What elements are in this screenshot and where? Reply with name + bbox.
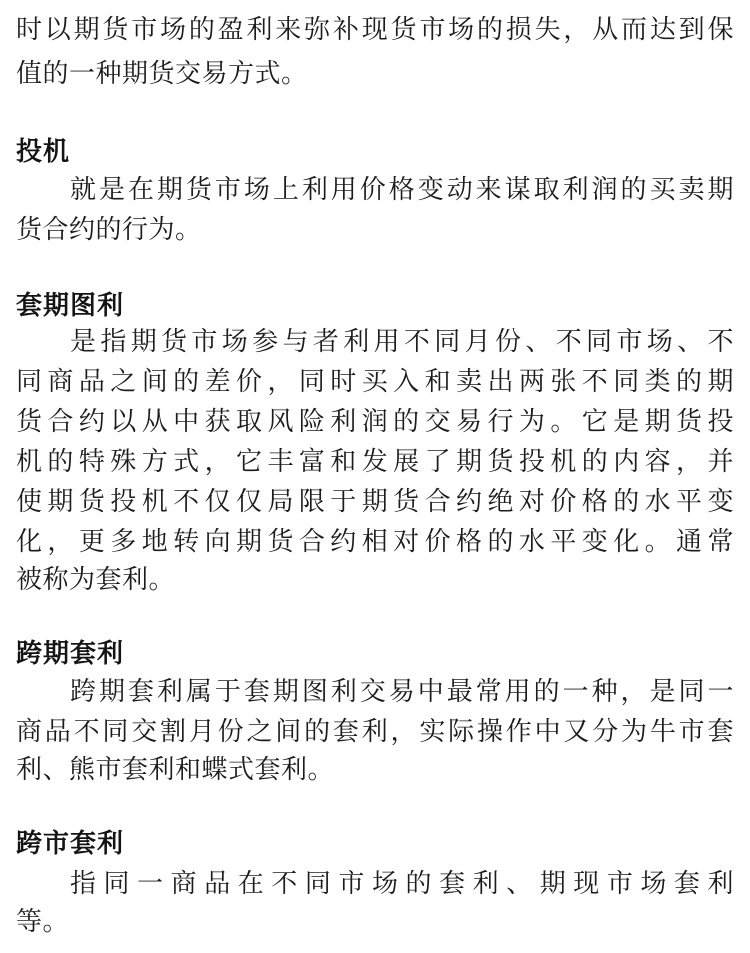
paragraph-line: 货合约的行为。 — [16, 215, 202, 245]
paragraph-line: 使期货投机不仅仅局限于期货合约绝对价格的水平变 — [16, 487, 734, 517]
paragraph-line: 被称为套利。 — [16, 565, 176, 595]
section-heading-intertemporal-arbitrage: 跨期套利 — [16, 639, 125, 669]
paragraph-line: 值的一种期货交易方式。 — [16, 59, 308, 89]
paragraph-line: 化，更多地转向期货合约相对价格的水平变化。通常 — [16, 527, 734, 557]
paragraph-line: 指同一商品在不同市场的套利、期现市场套利 — [70, 869, 734, 899]
paragraph-line: 就是在期货市场上利用价格变动来谋取利润的买卖期 — [70, 175, 734, 205]
paragraph-line: 是指期货市场参与者利用不同月份、不同市场、不 — [70, 327, 734, 357]
paragraph-line: 机的特殊方式，它丰富和发展了期货投机的内容，并 — [16, 447, 734, 477]
section-heading-intermarket-arbitrage: 跨市套利 — [16, 829, 125, 859]
paragraph-line: 跨期套利属于套期图利交易中最常用的一种，是同一 — [70, 677, 734, 707]
paragraph-line: 商品不同交割月份之间的套利，实际操作中又分为牛市套 — [16, 717, 734, 747]
paragraph-line: 货合约以从中获取风险利润的交易行为。它是期货投 — [16, 407, 734, 437]
section-heading-speculation: 投机 — [16, 137, 71, 167]
paragraph-line: 时以期货市场的盈利来弥补现货市场的损失，从而达到保 — [16, 15, 734, 45]
paragraph-line: 利、熊市套利和蝶式套利。 — [16, 755, 335, 785]
paragraph-line: 等。 — [16, 907, 70, 937]
paragraph-line: 同商品之间的差价，同时买入和卖出两张不同类的期 — [16, 367, 734, 397]
section-heading-hedge-arbitrage: 套期图利 — [16, 291, 125, 321]
